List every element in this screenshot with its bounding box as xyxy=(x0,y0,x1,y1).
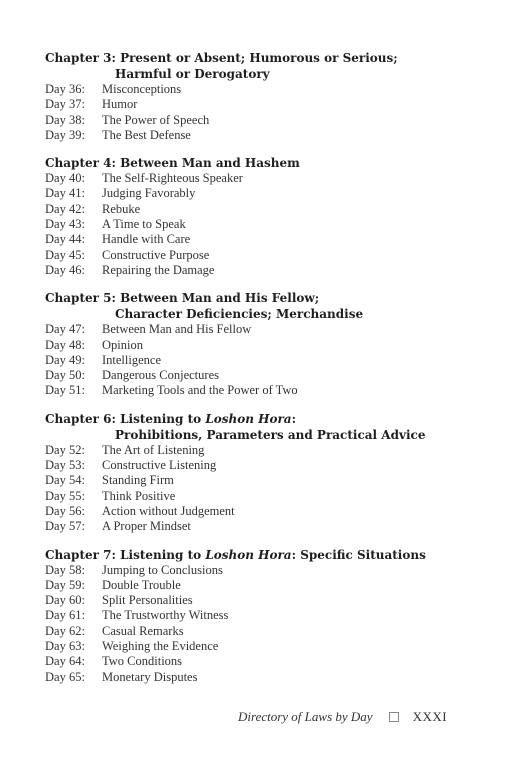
list-item xyxy=(45,608,465,623)
list-item xyxy=(45,624,465,639)
chapter-heading-pre: Chapter 6: Listening to xyxy=(45,411,206,426)
list-item xyxy=(45,519,465,534)
list-item xyxy=(45,670,465,685)
list-item xyxy=(45,443,465,458)
list-item xyxy=(45,383,465,398)
day-label: Day 54: xyxy=(45,473,85,488)
day-label: Day 47: xyxy=(45,322,85,337)
list-item xyxy=(45,171,465,186)
list-item xyxy=(45,113,465,128)
chapter-heading-em: Loshon Hora xyxy=(205,547,292,562)
entry-title: Split Personalities xyxy=(102,593,193,608)
list-item xyxy=(45,97,465,112)
day-label: Day 39: xyxy=(45,127,85,142)
chapter-section xyxy=(45,50,465,143)
list-item xyxy=(45,368,465,383)
day-label: Day 41: xyxy=(45,186,85,201)
list-item xyxy=(45,217,465,232)
list-item xyxy=(45,128,465,143)
entry-title: Repairing the Damage xyxy=(102,262,215,277)
entry-title: Think Positive xyxy=(102,488,176,503)
entry-title: Casual Remarks xyxy=(102,623,184,638)
entry-title: A Proper Mindset xyxy=(102,519,191,534)
day-label: Day 36: xyxy=(45,82,85,96)
day-label: Day 46: xyxy=(45,262,85,277)
entry-title: Weighing the Evidence xyxy=(102,639,219,654)
day-label: Day 55: xyxy=(45,488,85,503)
day-label: Day 65: xyxy=(45,669,85,684)
list-item xyxy=(45,338,465,353)
chapter-heading xyxy=(45,290,465,322)
chapter-heading xyxy=(45,411,465,443)
chapter-section xyxy=(45,155,465,278)
chapter-heading-post: : Specific Situations xyxy=(291,547,426,562)
entry-title: Opinion xyxy=(102,337,143,352)
footer-title: Directory of Laws by Day xyxy=(238,709,373,724)
page-number: XXXI xyxy=(412,709,448,724)
entry-title: A Time to Speak xyxy=(102,217,186,232)
chapter-heading-continuation: Prohibitions, Parameters and Practical Advice xyxy=(115,427,426,442)
day-label: Day 63: xyxy=(45,639,85,654)
chapter-section xyxy=(45,411,465,535)
list-item xyxy=(45,489,465,504)
chapter-heading-pre: Chapter 4: Between Man and Hashem xyxy=(45,156,300,171)
day-label: Day 40: xyxy=(45,171,85,186)
entry-title: The Best Defense xyxy=(102,127,191,142)
day-label: Day 60: xyxy=(45,593,85,608)
day-label: Day 52: xyxy=(45,442,85,457)
entry-title: The Self-Righteous Speaker xyxy=(102,171,243,186)
chapter-heading-pre: Chapter 3: Present or Absent; Humorous or Serious; xyxy=(45,51,398,65)
entry-title: Action without Judgement xyxy=(102,503,235,518)
list-item xyxy=(45,593,465,608)
entry-title: Dangerous Conjectures xyxy=(102,368,219,383)
entry-title: Misconceptions xyxy=(102,82,182,96)
list-item xyxy=(45,578,465,593)
chapter-heading xyxy=(45,50,465,82)
day-label: Day 49: xyxy=(45,352,85,367)
entry-title: Constructive Listening xyxy=(102,458,217,473)
entry-title: Intelligence xyxy=(102,352,161,367)
list-item xyxy=(45,563,465,578)
chapter-heading-post: : xyxy=(291,411,297,426)
list-item xyxy=(45,82,465,97)
entry-title: Rebuke xyxy=(102,201,141,216)
list-item xyxy=(45,654,465,669)
entry-title: The Trustworthy Witness xyxy=(102,608,229,623)
day-label: Day 43: xyxy=(45,217,85,232)
list-item xyxy=(45,504,465,519)
day-label: Day 57: xyxy=(45,519,85,534)
day-label: Day 50: xyxy=(45,368,85,383)
day-label: Day 38: xyxy=(45,112,85,127)
entry-title: Standing Firm xyxy=(102,473,174,488)
chapter-heading-continuation: Character Deficiencies; Merchandise xyxy=(115,307,364,322)
chapter-section xyxy=(45,290,465,398)
list-item xyxy=(45,473,465,488)
day-label: Day 51: xyxy=(45,383,85,398)
day-label: Day 53: xyxy=(45,458,85,473)
entry-title: Handle with Care xyxy=(102,232,191,247)
chapter-section xyxy=(45,547,465,685)
separator-box-icon xyxy=(389,712,399,722)
entry-title: Humor xyxy=(102,97,138,112)
list-item xyxy=(45,353,465,368)
list-item xyxy=(45,263,465,278)
entry-title: Marketing Tools and the Power of Two xyxy=(102,383,298,398)
day-label: Day 59: xyxy=(45,577,85,592)
chapter-heading xyxy=(45,155,465,171)
day-label: Day 45: xyxy=(45,247,85,262)
entry-title: Constructive Purpose xyxy=(102,247,210,262)
entry-title: Two Conditions xyxy=(102,654,183,669)
chapter-heading xyxy=(45,547,465,563)
list-item xyxy=(45,322,465,337)
entry-title: The Power of Speech xyxy=(102,112,210,127)
day-label: Day 42: xyxy=(45,201,85,216)
list-item xyxy=(45,458,465,473)
chapter-heading-continuation: Harmful or Derogatory xyxy=(115,67,270,81)
entry-title: Monetary Disputes xyxy=(102,669,198,684)
day-label: Day 61: xyxy=(45,608,85,623)
directory-page xyxy=(45,50,465,697)
entry-title: Double Trouble xyxy=(102,577,181,592)
list-item xyxy=(45,248,465,263)
day-label: Day 56: xyxy=(45,503,85,518)
day-label: Day 48: xyxy=(45,337,85,352)
chapter-heading-pre: Chapter 5: Between Man and His Fellow; xyxy=(45,291,320,306)
entry-title: Judging Favorably xyxy=(102,186,196,201)
chapter-list xyxy=(45,50,465,685)
chapter-heading-pre: Chapter 7: Listening to xyxy=(45,547,206,562)
running-footer xyxy=(238,709,447,725)
entry-title: Between Man and His Fellow xyxy=(102,322,252,337)
list-item xyxy=(45,186,465,201)
entry-title: The Art of Listening xyxy=(102,442,205,457)
day-label: Day 64: xyxy=(45,654,85,669)
list-item xyxy=(45,639,465,654)
day-label: Day 58: xyxy=(45,562,85,577)
day-label: Day 44: xyxy=(45,232,85,247)
chapter-heading-em: Loshon Hora xyxy=(205,411,292,426)
list-item xyxy=(45,202,465,217)
day-label: Day 62: xyxy=(45,623,85,638)
day-label: Day 37: xyxy=(45,97,85,112)
entry-title: Jumping to Conclusions xyxy=(102,562,223,577)
list-item xyxy=(45,232,465,247)
